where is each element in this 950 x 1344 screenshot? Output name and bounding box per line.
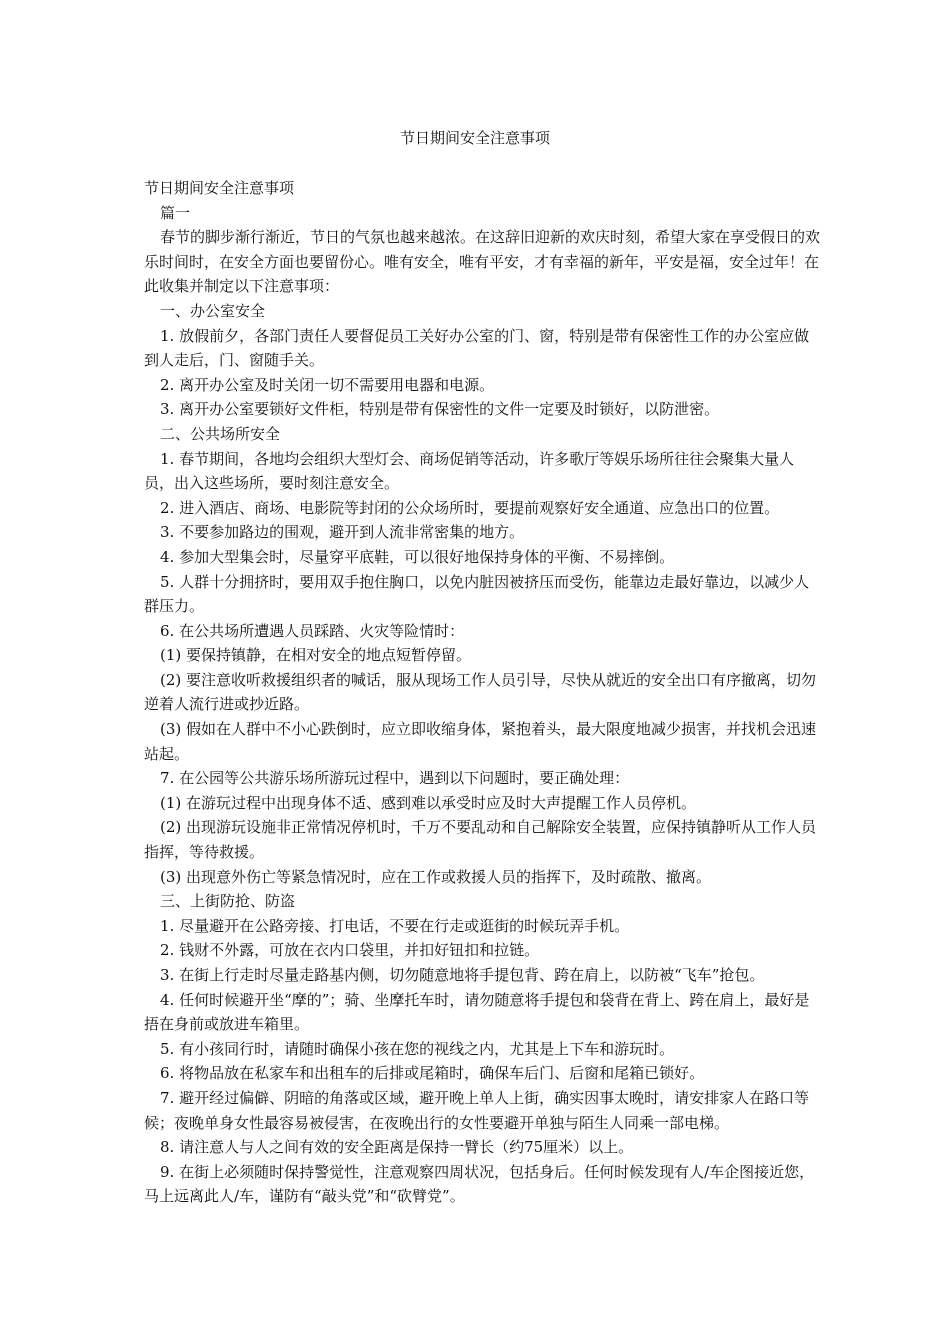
paragraph: (3) 假如在人群中不小心跌倒时，应立即收缩身体，紧抱着头，最大限度地减少损害，并找机会迅速站起。 [144,720,817,763]
paragraph: (1) 要保持镇静，在相对安全的地点短暂停留。 [160,646,472,665]
paragraph: 3. 不要参加路边的围观，避开到人流非常密集的地方。 [160,523,525,542]
paragraph: 4. 任何时候避开坐“摩的”；骑、坐摩托车时，请勿随意将手提包和袋背在背上、跨在肩上，最好是捂在身前或放进车箱里。 [144,990,810,1034]
paragraph: 2. 钱财不外露，可放在衣内口袋里，并扣好钮扣和拉链。 [160,941,540,960]
paragraph: 6. 将物品放在私家车和出租车的后排或尾箱时，确保车后门、后窗和尾箱已锁好。 [160,1064,705,1083]
document-title: 节日期间安全注意事项 [399,129,550,147]
paragraph: 3. 离开办公室要锁好文件柜，特别是带有保密性的文件一定要及时锁好，以防泄密。 [160,400,720,419]
paragraph: (1) 在游玩过程中出现身体不适、感到难以承受时应及时大声提醒工作人员停机。 [160,793,697,812]
paragraph: (2) 要注意收听救援组织者的喊话，服从现场工作人员引导，尽快从就近的安全出口有序撤离，切勿逆着人流行进或抄近路。 [144,670,817,714]
paragraph: 1. 放假前夕，各部门责任人要督促员工关好办公室的门、窗，特别是带有保密性工作的办公室应做到人走后，门、窗随手关。 [144,326,810,370]
paragraph: 春节的脚步渐行渐近，节日的气氛也越来越浓。在这辞旧迎新的欢庆时刻，希望大家在享受假日的欢乐时间时，在安全方面也要留份心。唯有安全，唯有平安，才有幸福的新年，平安是福，安全过年！在此收集并制定以下注意事项： [144,228,821,296]
paragraph: 三、上街防抢、防盗 [160,892,296,911]
paragraph: 2. 离开办公室及时关闭一切不需要用电器和电源。 [160,375,495,394]
paragraph: (3) 出现意外伤亡等紧急情况时，应在工作或救援人员的指挥下，及时疏散、撤离。 [160,867,712,886]
paragraph: 5. 有小孩同行时，请随时确保小孩在您的视线之内，尤其是上下车和游玩时。 [160,1039,675,1058]
paragraph: 8. 请注意人与人之间有效的安全距离是保持一臂长（约75厘米）以上。 [160,1138,634,1157]
paragraph: 5. 人群十分拥挤时，要用双手抱住胸口，以免内脏因被挤压而受伤，能靠边走最好靠边，以减少人群压力。 [144,572,810,616]
paragraph: 二、公共场所安全 [160,424,281,443]
paragraph: 节日期间安全注意事项 [144,179,295,197]
paragraph: 3. 在街上行走时尽量走路基内侧，切勿随意地将手提包背、跨在肩上，以防被“飞车”抢包。 [160,966,765,984]
paragraph: 4. 参加大型集会时，尽量穿平底鞋，可以很好地保持身体的平衡、不易摔倒。 [160,547,675,566]
paragraph: 7. 在公园等公共游乐场所游玩过程中，遇到以下问题时，要正确处理： [160,769,630,788]
paragraph: 一、办公室安全 [160,301,266,320]
paragraph: 9. 在街上必须随时保持警觉性，注意观察四周状况，包括身后。任何时候发现有人/车企图接近您，马上远离此人/车，谨防有“敲头党”和“砍臂党”。 [144,1162,815,1206]
paragraph: 2. 进入酒店、商场、电影院等封闭的公众场所时，要提前观察好安全通道、应急出口的位置。 [160,498,780,517]
paragraph: 1. 春节期间，各地均会组织大型灯会、商场促销等活动，许多歌厅等娱乐场所往往会聚集大量人员，出入这些场所，要时刻注意安全。 [144,449,795,493]
paragraph: 6. 在公共场所遭遇人员踩踏、火灾等险情时： [160,621,465,640]
paragraph: 7. 避开经过偏僻、阴暗的角落或区域，避开晚上单人上街，确实因事太晚时，请安排家人在路口等候；夜晚单身女性最容易被侵害，在夜晚出行的女性要避开单独与陌生人同乘一部电梯。 [144,1088,810,1132]
paragraph: 1. 尽量避开在公路旁接、打电话，不要在行走或逛街的时候玩弄手机。 [160,916,630,935]
paragraph: (2) 出现游玩设施非正常情况停机时，千万不要乱动和自己解除安全装置，应保持镇静听从工作人员指挥，等待救援。 [144,818,817,862]
paragraph: 篇一 [160,203,191,222]
document-body [144,176,824,1209]
